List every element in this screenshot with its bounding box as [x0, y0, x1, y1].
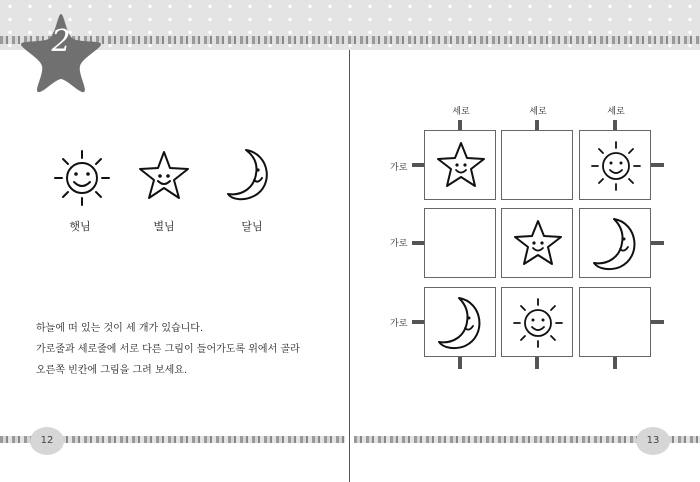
grid-cell-r1c2[interactable]	[501, 130, 573, 200]
grid-cell-r2c3[interactable]	[579, 208, 651, 278]
column-label-1: 세로	[452, 107, 470, 117]
grid-cell-r2c2[interactable]	[501, 208, 573, 278]
page-spine	[349, 50, 350, 482]
top-stripe	[0, 36, 700, 44]
row-label-2: 가로	[390, 239, 408, 249]
sun-label: 햇님	[69, 220, 91, 233]
row-tick	[650, 320, 664, 324]
column-tick	[458, 357, 462, 369]
row-label-1: 가로	[390, 163, 408, 173]
sun-icon	[580, 131, 652, 201]
column-tick	[535, 357, 539, 369]
page-number-right: 13	[636, 427, 670, 455]
instruction-line: 하늘에 떠 있는 것이 세 개가 있습니다.	[36, 323, 204, 334]
instructions	[36, 318, 300, 381]
moon-icon	[580, 209, 652, 279]
moon-icon	[425, 288, 497, 358]
sun-icon	[502, 288, 574, 358]
star-icon	[502, 209, 574, 279]
moon-label: 달님	[241, 220, 263, 233]
instruction-line: 오른쪽 빈칸에 그림을 그려 보세요.	[36, 365, 188, 376]
star-label: 별님	[153, 220, 175, 233]
grid-cell-r3c2[interactable]	[501, 287, 573, 357]
column-label-3: 세로	[607, 107, 625, 117]
star-icon	[425, 131, 497, 201]
instruction-line: 가로줄과 세로줄에 서로 다른 그림이 들어가도록 위에서 골라	[36, 344, 300, 355]
row-tick	[650, 241, 664, 245]
grid-cell-r1c3[interactable]	[579, 130, 651, 200]
band-divider	[0, 50, 700, 52]
grid-cell-r2c1[interactable]	[424, 208, 496, 278]
row-tick	[650, 163, 664, 167]
chapter-number: 2	[51, 24, 71, 59]
row-label-3: 가로	[390, 319, 408, 329]
grid-cell-r1c1[interactable]	[424, 130, 496, 200]
page-number-left: 12	[30, 427, 64, 455]
column-tick	[613, 357, 617, 369]
moon-icon	[224, 146, 276, 204]
grid-cell-r3c1[interactable]	[424, 287, 496, 357]
grid-cell-r3c3[interactable]	[579, 287, 651, 357]
star-icon	[136, 148, 192, 204]
column-label-2: 세로	[529, 107, 547, 117]
sun-icon	[50, 146, 114, 210]
